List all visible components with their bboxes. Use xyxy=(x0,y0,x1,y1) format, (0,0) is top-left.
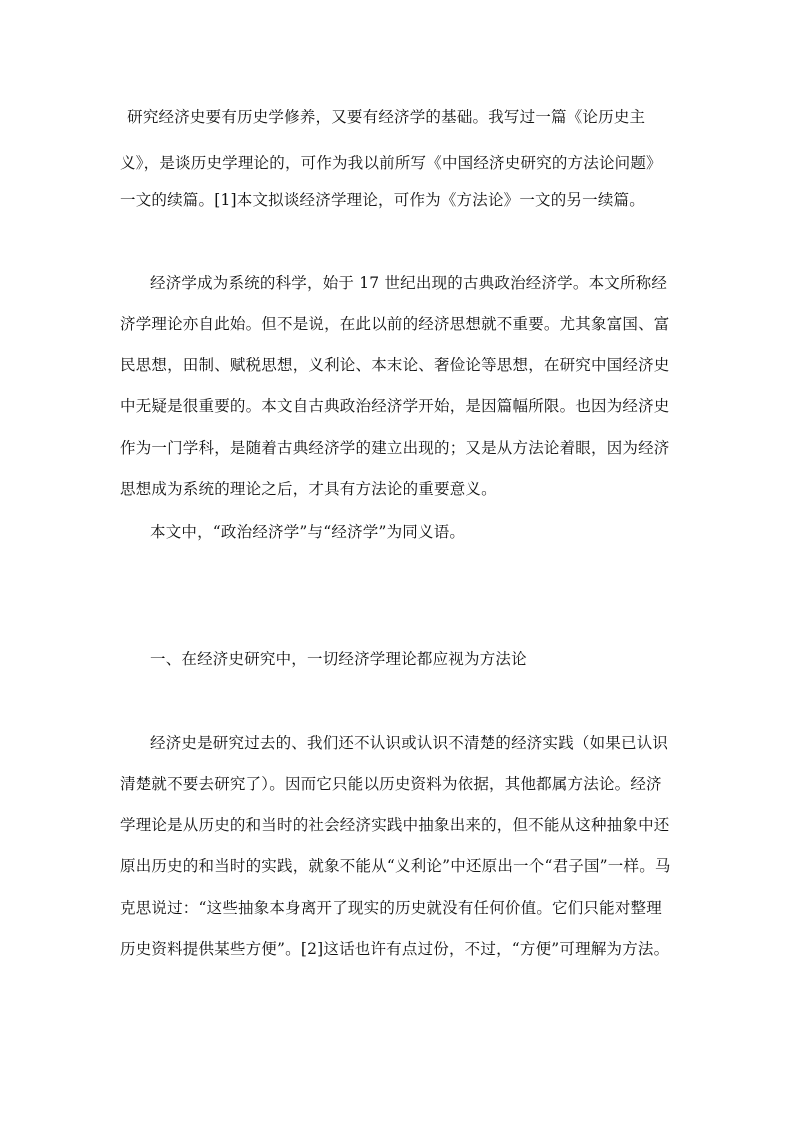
section-heading: 一、在经济史研究中，一切经济学理论都应视为方法论 xyxy=(150,650,527,668)
para1-line-3: 民思想，田制、赋税思想，义利论、本末论、奢俭论等思想，在研究中国经济史 xyxy=(120,356,670,374)
para3-line-4: 原出历史的和当时的实践，就象不能从“义利论”中还原出一个“君子国”一样。马 xyxy=(120,857,671,875)
para1-line-1: 经济学成为系统的科学，始于 17 世纪出现的古典政治经济学。本文所称经 xyxy=(150,274,668,292)
para3-line-2: 清楚就不要去研究了）。因而它只能以历史资料为依据，其他都属方法论。经济 xyxy=(120,775,662,793)
para3-line-3: 学理论是从历史的和当时的社会经济实践中抽象出来的，但不能从这种抽象中还 xyxy=(120,816,670,834)
para1-line-6: 思想成为系统的理论之后，才具有方法论的重要意义。 xyxy=(120,480,497,498)
para3-line-1: 经济史是研究过去的、我们还不认识或认识不清楚的经济实践（如果已认识 xyxy=(150,734,669,752)
intro-line-2: 义》，是谈历史学理论的，可作为我以前所写《中国经济史研究的方法论问题》 xyxy=(120,154,662,172)
para2-line-1: 本文中，“政治经济学”与“经济学”为同义语。 xyxy=(150,523,466,541)
intro-line-3: 一文的续篇。[1]本文拟谈经济学理论，可作为《方法论》一文的另一续篇。 xyxy=(120,191,645,209)
intro-line-1: 研究经济史要有历史学修养，又要有经济学的基础。我写过一篇《论历史主 xyxy=(122,108,646,126)
para1-line-2: 济学理论亦自此始。但不是说，在此以前的经济思想就不重要。尤其象富国、富 xyxy=(120,315,670,333)
para3-line-5: 克思说过：“这些抽象本身离开了现实的历史就没有任何价值。它们只能对整理 xyxy=(120,899,662,917)
para1-line-4: 中无疑是很重要的。本文自古典政治经济学开始，是因篇幅所限。也因为经济史 xyxy=(120,397,670,415)
para3-line-6: 历史资料提供某些方便”。[2]这话也许有点过份，不过，“方便”可理解为方法。 xyxy=(120,940,670,958)
para1-line-5: 作为一门学科，是随着古典经济学的建立出现的；又是从方法论着眼，因为经济 xyxy=(120,439,670,457)
